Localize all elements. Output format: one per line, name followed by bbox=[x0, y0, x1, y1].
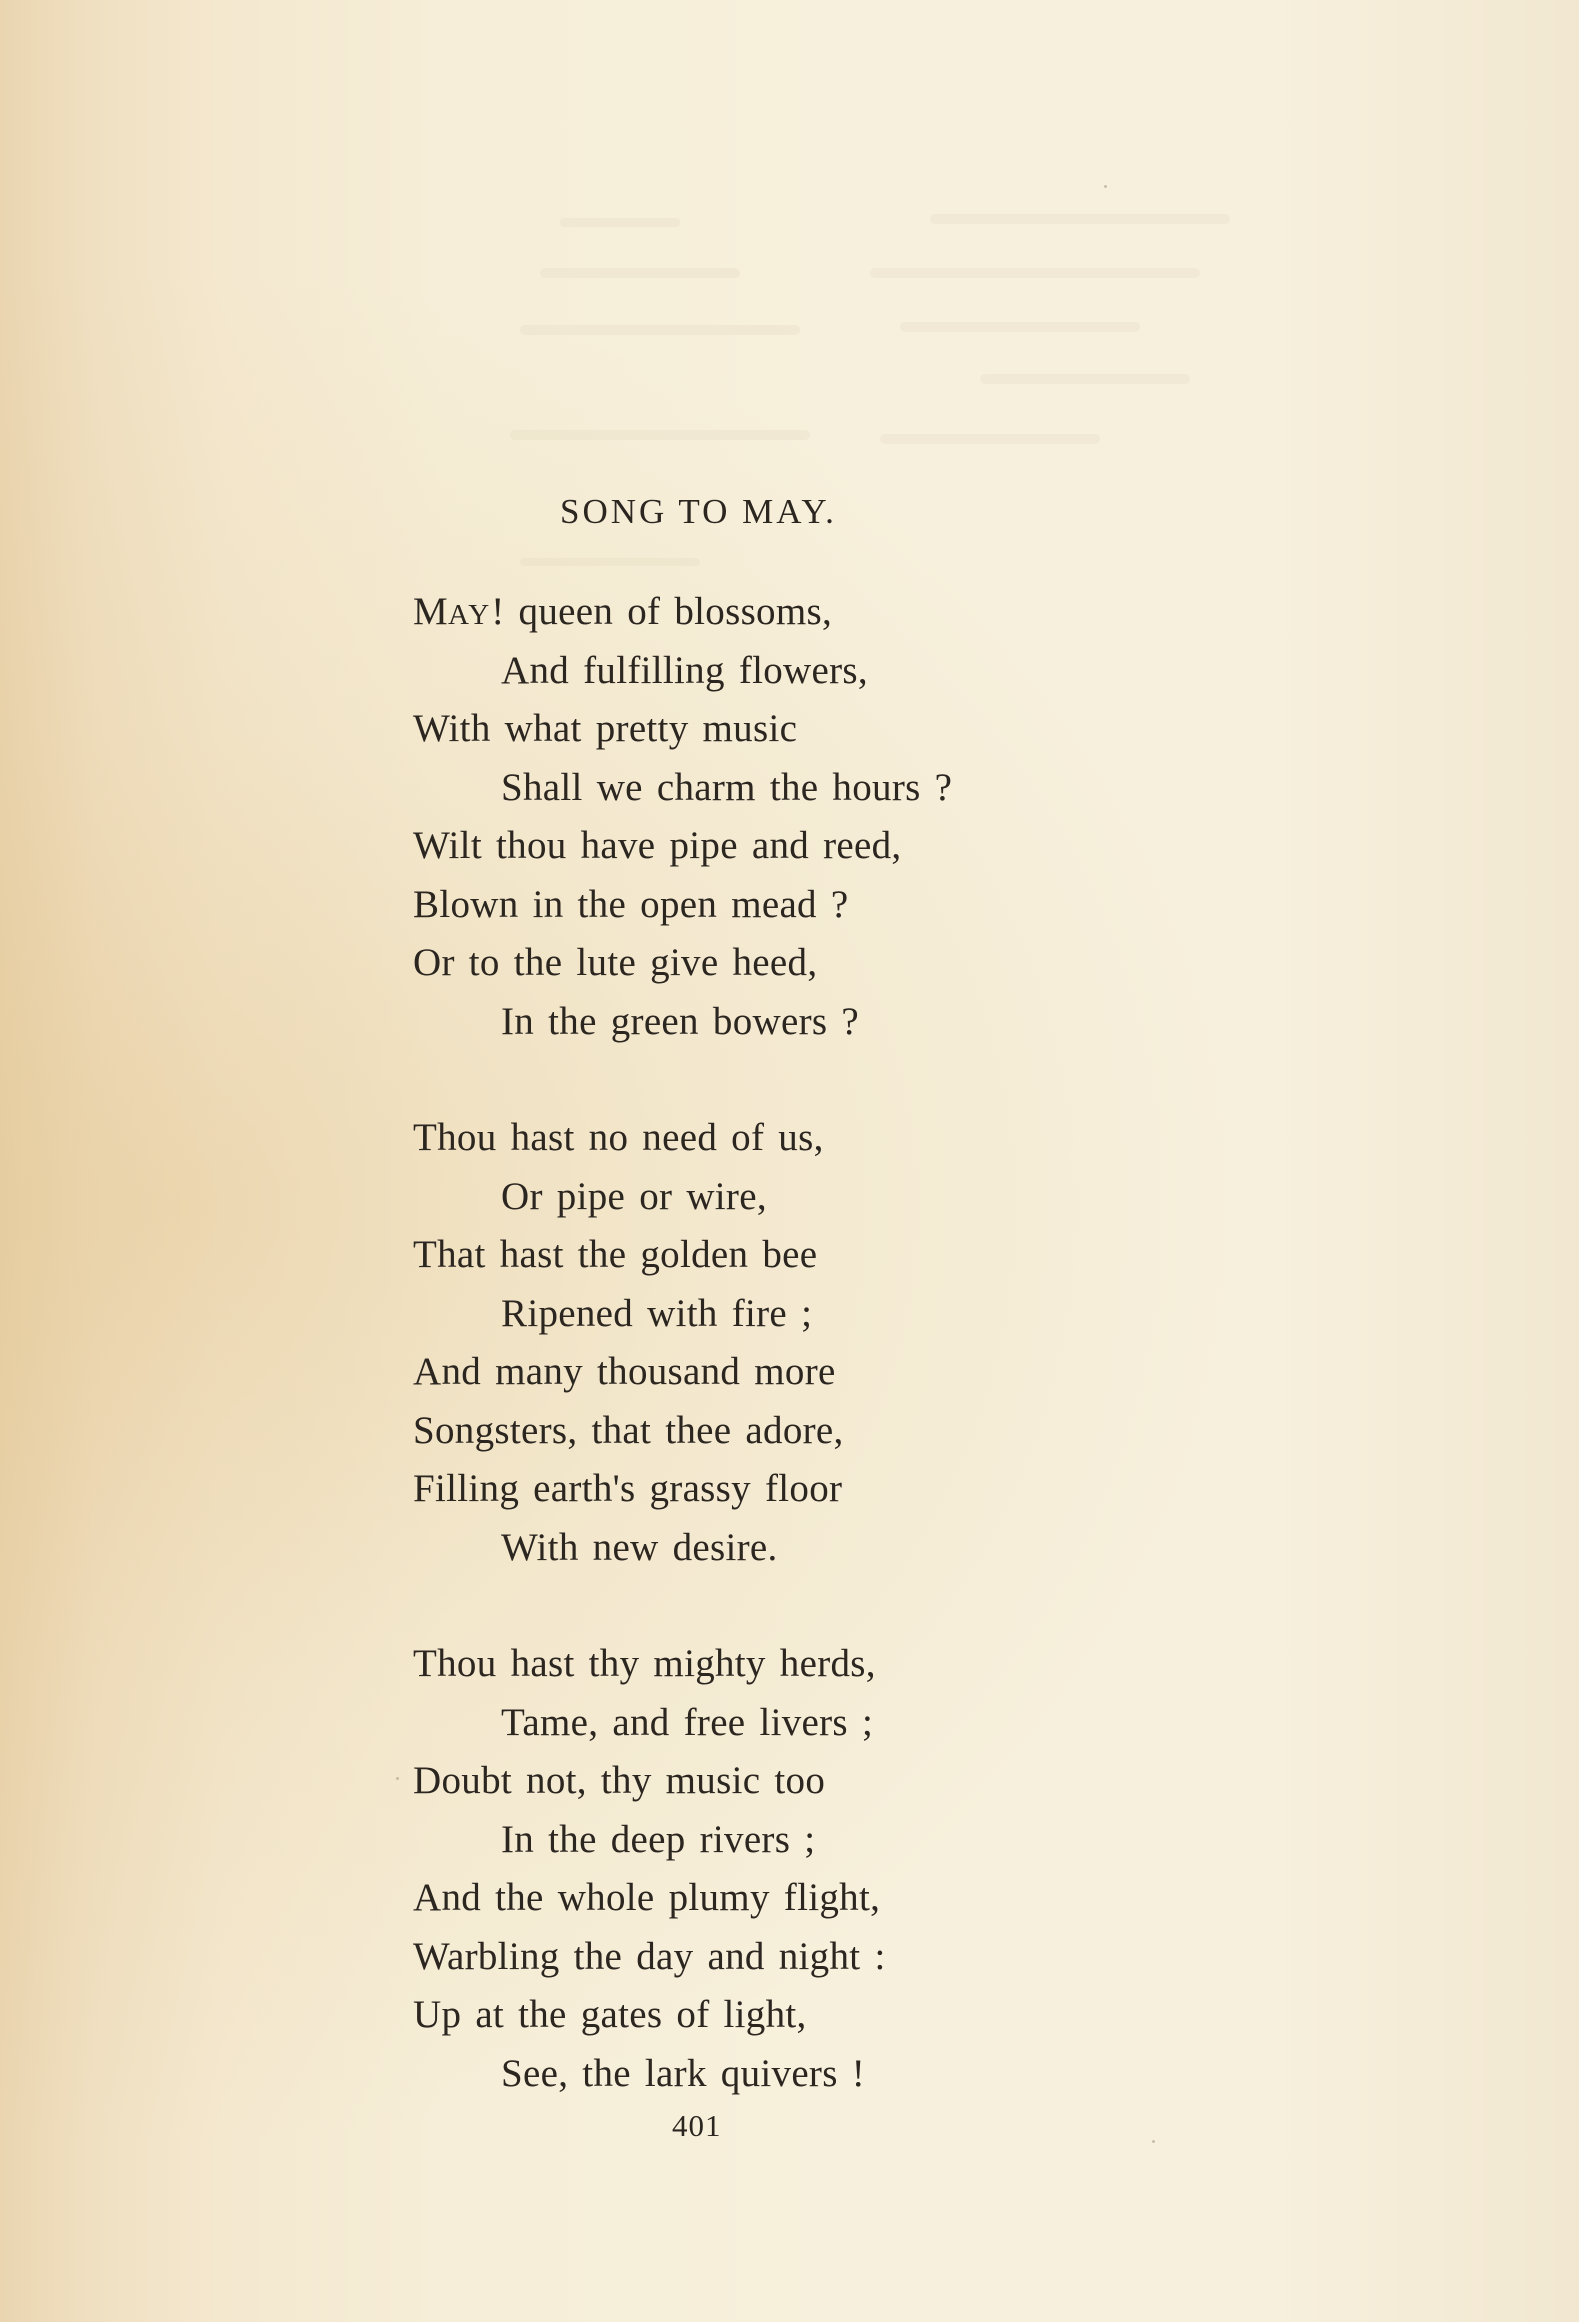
poem-line: Thou hast thy mighty herds, bbox=[413, 1642, 876, 1685]
paper-speck bbox=[1104, 185, 1107, 188]
page-number: 401 bbox=[672, 2108, 722, 2143]
poem-line: Up at the gates of light, bbox=[413, 1993, 807, 2036]
paper-speck bbox=[396, 1777, 399, 1780]
poem-line-first bbox=[413, 583, 1053, 642]
poem-line: In the green bowers ? bbox=[501, 999, 859, 1043]
poem-line: Blown in the open mead ? bbox=[413, 882, 849, 926]
poem-line: Ripened with fire ; bbox=[501, 1291, 813, 1335]
poem-line: Or to the lute give heed, bbox=[413, 941, 818, 984]
poem-line: Warbling the day and night : bbox=[413, 1934, 886, 1978]
dropcap-small-caps: AY bbox=[447, 599, 492, 631]
poem-line: With new desire. bbox=[501, 1525, 778, 1569]
poem-line: Tame, and free livers ; bbox=[501, 1700, 874, 1744]
poem-line: Shall we charm the hours ? bbox=[501, 765, 953, 809]
poem-line: With what pretty music bbox=[413, 707, 798, 750]
poem-line: Wilt thou have pipe and reed, bbox=[413, 824, 902, 867]
stanza-1 bbox=[413, 583, 1053, 1051]
dropcap-word bbox=[413, 590, 491, 633]
poem-line: Filling earth's grassy floor bbox=[413, 1467, 843, 1510]
paper-speck bbox=[1152, 2140, 1155, 2143]
poem-line: And fulfilling flowers, bbox=[501, 648, 868, 692]
stanza-3 bbox=[413, 1635, 1053, 2103]
poem-line: Doubt not, thy music too bbox=[413, 1759, 826, 1802]
poem-line: See, the lark quivers ! bbox=[501, 2051, 866, 2095]
poem-line: And many thousand more bbox=[413, 1350, 836, 1393]
first-line-remainder: ! queen of blossoms, bbox=[491, 590, 833, 633]
poem-line: Thou hast no need of us, bbox=[413, 1116, 824, 1159]
poem-line: In the deep rivers ; bbox=[501, 1817, 816, 1861]
poem-line: And the whole plumy flight, bbox=[413, 1876, 881, 1919]
dropcap-initial: M bbox=[413, 590, 448, 633]
poem-line: Songsters, that thee adore, bbox=[413, 1408, 844, 1452]
poem-line: Or pipe or wire, bbox=[501, 1174, 767, 1218]
stanza-2 bbox=[413, 1109, 1053, 1577]
poem-title-text: SONG TO MAY. bbox=[560, 492, 837, 531]
poem-line: That hast the golden bee bbox=[413, 1233, 818, 1276]
poem-body bbox=[413, 583, 1053, 2161]
